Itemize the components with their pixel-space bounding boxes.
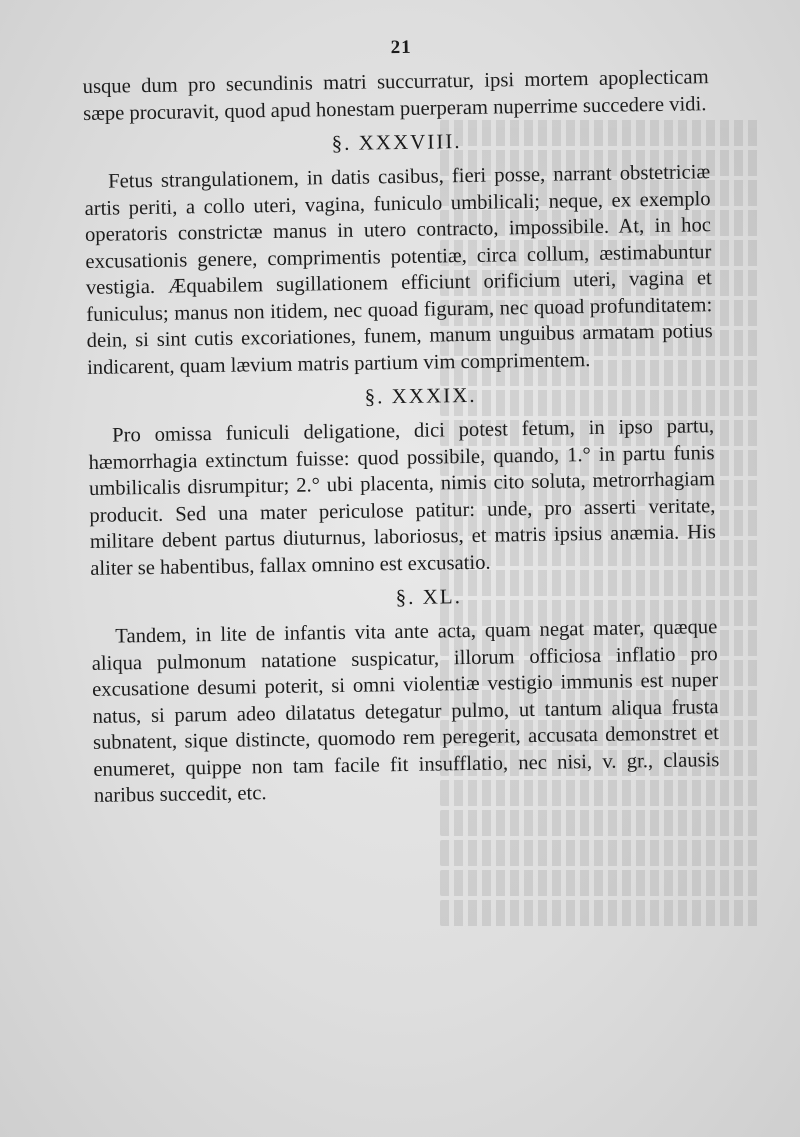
section-heading-xxxix: §. XXXIX.	[364, 382, 477, 409]
section-paragraph-xxxviii: Fetus strangulationem, in datis casibus, fieri posse, narrant obstetriciæ artis periti, a collo uteri, vagina, funiculo umbilicali; neque, ex exemplo operatoris constrictæ manus in utero contracto, impossibile. At, in hoc excusationis genere, comprimentis potentiæ, circa collum, æstimabuntur vestigia. Æquabilem sugillationem efficiunt orificium uteri, vagina et funiculus; manus non itidem, nec quoad figuram, nec quoad profunditatem: dein, si sint cutis excoriationes, funem, manum unguibus armatam potius indicarent, quam lævium matris partium vim comprimentem.	[84, 161, 713, 379]
section-paragraph-xl: Tandem, in lite de infantis vita ante acta, quam negat mater, quæque aliqua pulmonum natatione suspicatur, illorum officiosa inflatio pro excusatione desumi poterit, si omni violentiæ vestigio immunis est nuper natus, si parum adeo dilatatus detegatur pulmo, ut tantum aliqua frusta subnatent, sique distincte, quomodo rem peregerit, accusata demonstret et enumeret, quippe non tam facile fit insufflatio, nec nisi, v. gr., clausis naribus succedit, etc.	[91, 616, 720, 807]
section-heading-xl: §. XL.	[395, 584, 463, 610]
section-heading-xxxviii: §. XXXVIII.	[331, 129, 462, 156]
text-block	[82, 32, 720, 809]
section-paragraph-xxxix: Pro omissa funiculi deligatione, dici potest fetum, in ipso partu, hæmorrhagia extinctum fuisse: quod possibile, quando, 1.° in partu funis umbilicalis disrumpitur; 2.° ubi placenta, nimis cito soluta, metrorrhagiam producit. Sed una mater periculose patitur: unde, pro asserti veritate, militare debent partus diuturnus, laboriosus, et matris ipsius anæmia. His aliter se habentibus, fallax omnino est excusatio.	[88, 415, 716, 580]
page-number: 21	[390, 36, 412, 59]
opening-paragraph: usque dum pro secundinis matri succurratur, ipsi mortem apoplecticam sæpe procuravit, quod apud honestam puerperam nuperrime succedere vidi.	[82, 66, 709, 125]
